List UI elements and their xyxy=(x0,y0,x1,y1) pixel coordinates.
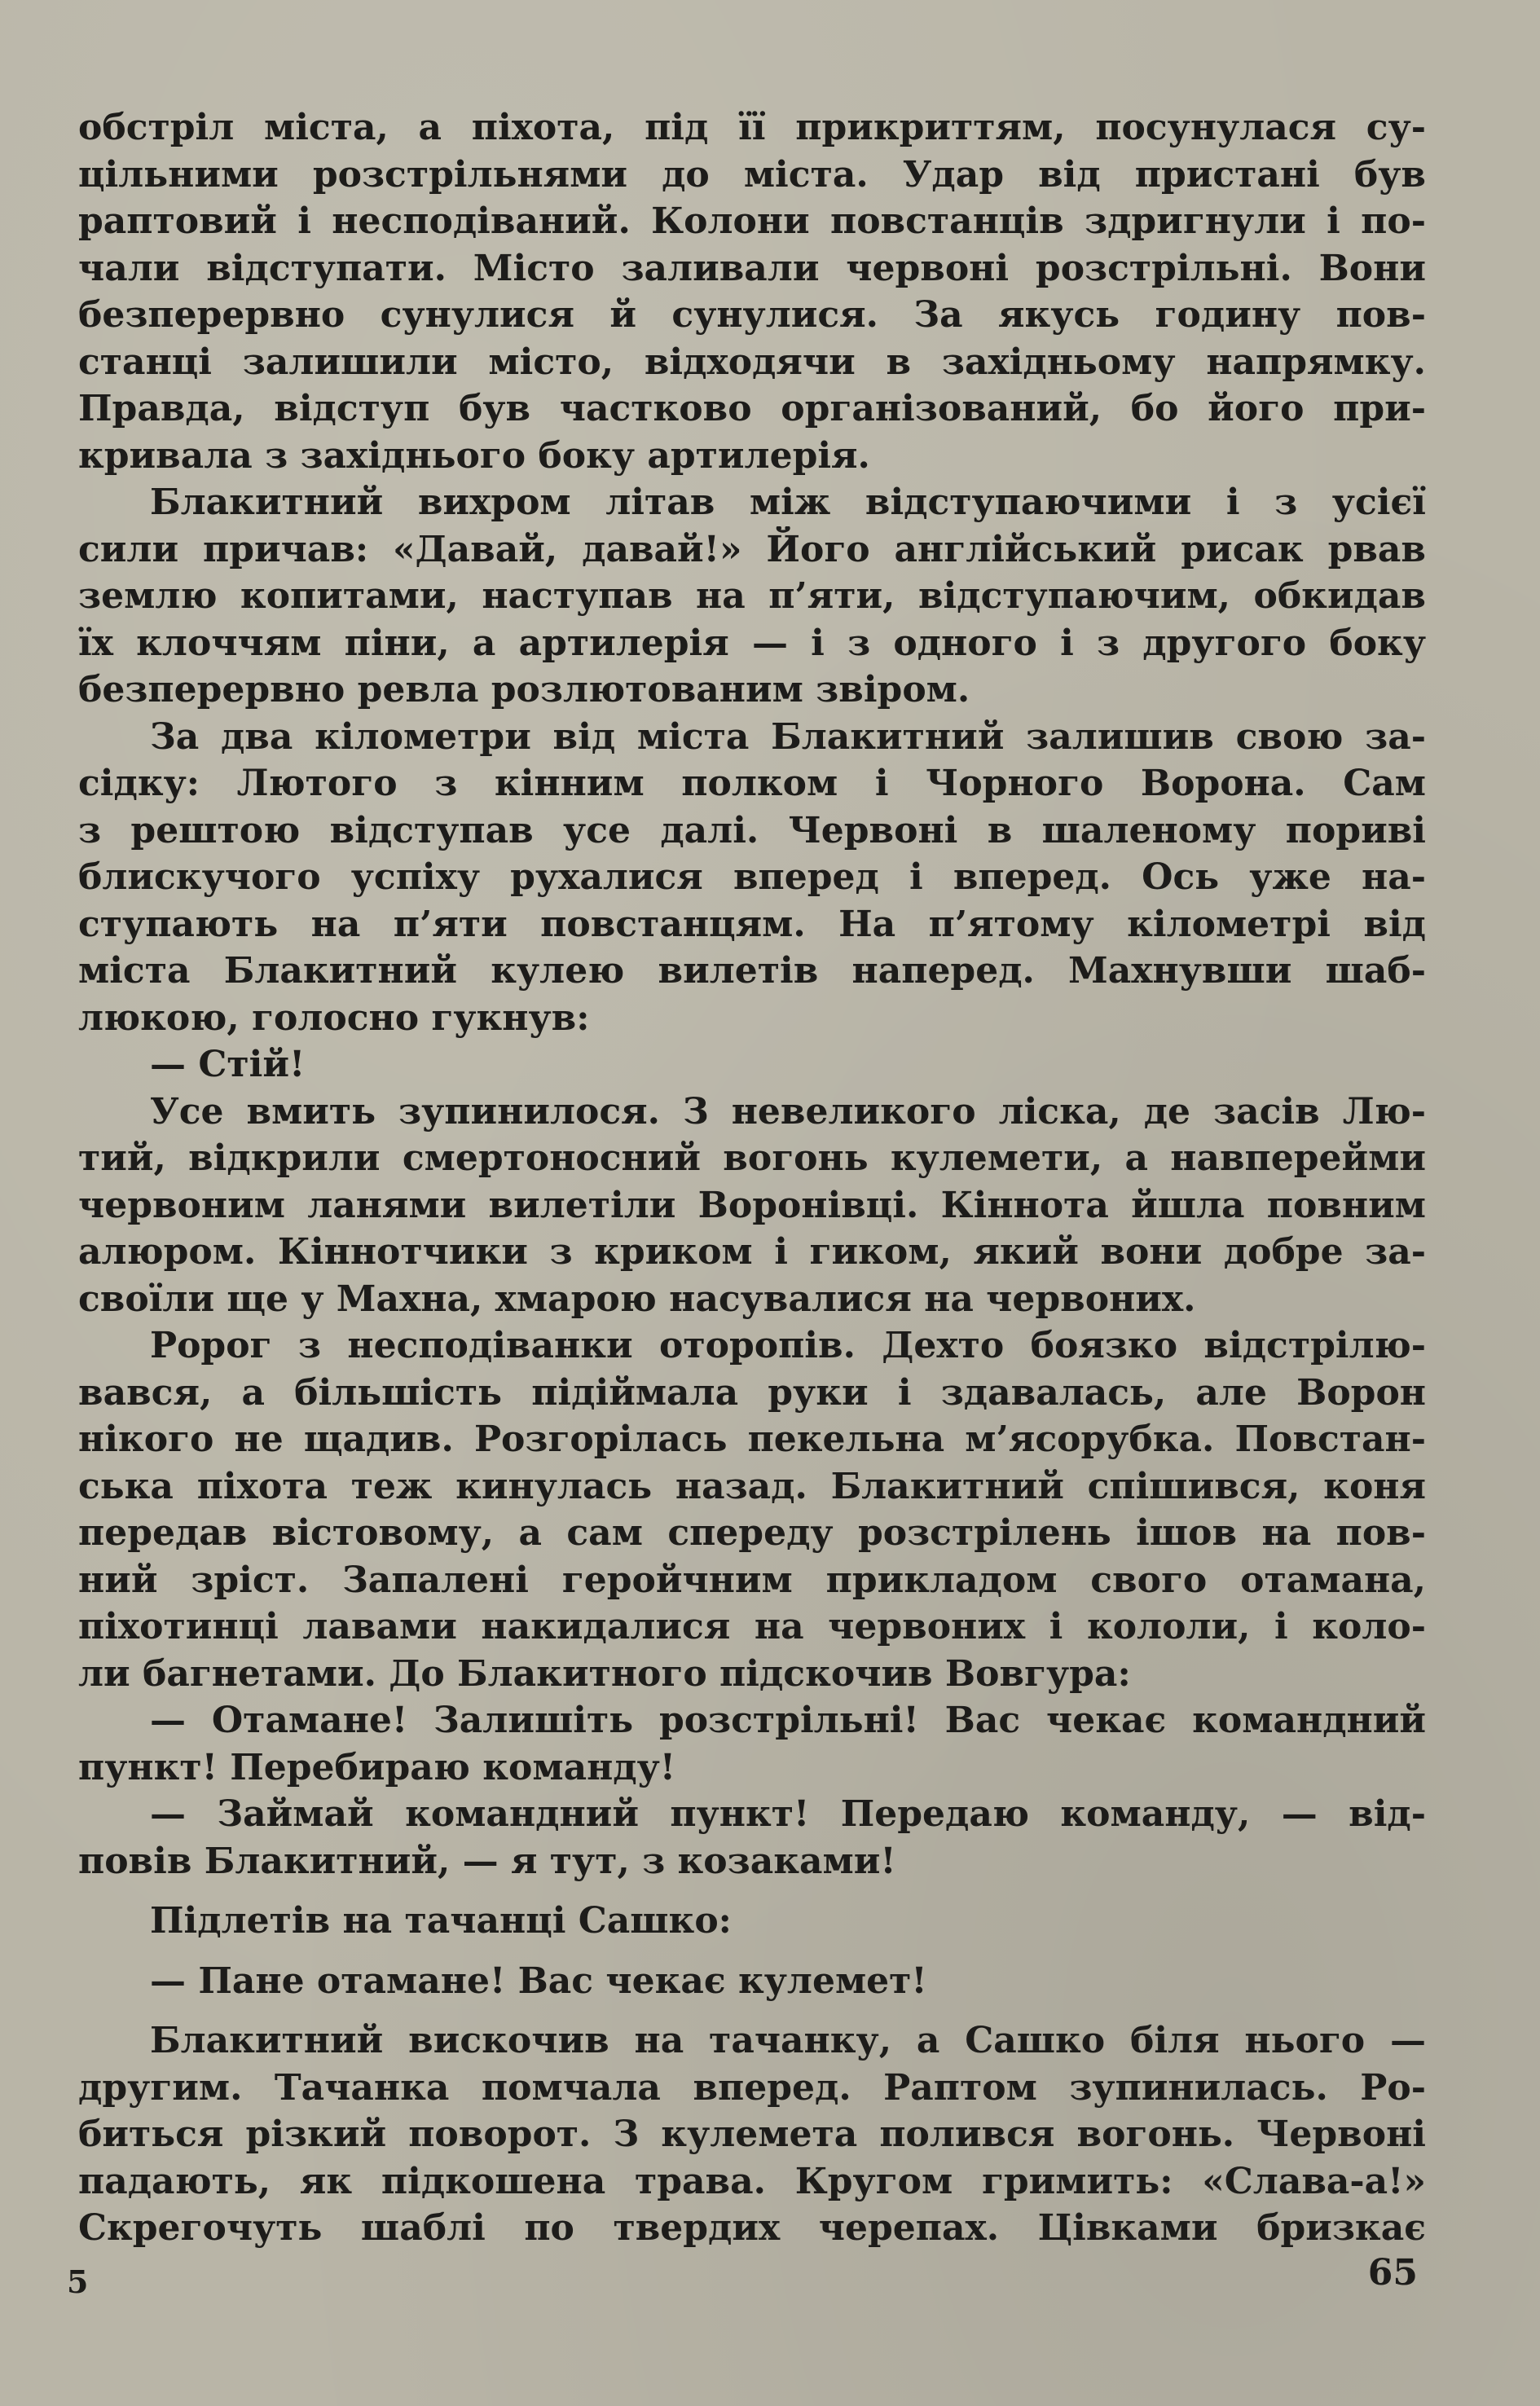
text-line: алюром. Кіннотчики з криком і гиком, який вони добре за- xyxy=(78,1231,1426,1273)
page-number: 65 xyxy=(1367,2252,1418,2294)
text-line: тий, відкрили смертоносний вогонь кулемети, а навперейми xyxy=(78,1137,1426,1179)
text-line: падають, як підкошена трава. Кругом гримить: «Слава-а!» xyxy=(78,2160,1426,2202)
text-line: землю копитами, наступав на п’яти, відступаючим, обкидав xyxy=(78,575,1426,617)
text-line: Підлетів на тачанці Сашко: xyxy=(150,1900,732,1942)
text-line: За два кілометри від міста Блакитний залишив свою за- xyxy=(150,715,1426,758)
text-line: пункт! Перебираю команду! xyxy=(78,1746,676,1788)
text-line: другим. Тачанка помчала вперед. Раптом зупинилась. Ро- xyxy=(78,2066,1426,2109)
text-line: станці залишили місто, відходячи в західньому напрямку. xyxy=(78,341,1426,383)
text-line: Блакитний вискочив на тачанку, а Сашко біля нього — xyxy=(150,2020,1426,2061)
text-line: міста Блакитний кулею вилетів наперед. Махнувши шаб- xyxy=(78,950,1426,992)
text-line: — Отамане! Залишіть розстрільні! Вас чекає командний xyxy=(150,1700,1426,1741)
text-line: кривала з західнього боку артилерія. xyxy=(78,434,870,477)
text-line: биться різкий поворот. З кулемета полився вогонь. Червоні xyxy=(78,2113,1426,2155)
text-line: нікого не щадив. Розгорілась пекельна м’ясорубка. Повстан- xyxy=(78,1419,1426,1460)
text-line: безперервно сунулися й сунулися. За якусь годину пов- xyxy=(78,294,1426,336)
text-line: — Стій! xyxy=(150,1044,306,1085)
text-line: ний зріст. Запалені геройчним прикладом свого отамана, xyxy=(78,1559,1426,1601)
text-line: ли багнетами. До Блакитного підскочив Вовгура: xyxy=(78,1652,1131,1695)
text-line: сідку: Лютого з кінним полком і Чорного Ворона. Сам xyxy=(78,763,1426,804)
text-line: повів Блакитний, — я тут, з козаками! xyxy=(78,1840,896,1882)
text-line: Правда, відступ був частково організований, бо його при- xyxy=(78,388,1426,429)
text-line: Блакитний вихром літав між відступаючими і з усієї xyxy=(150,482,1426,523)
text-line: з рештою відступав усе далі. Червоні в шаленому пориві xyxy=(78,809,1426,851)
text-line: передав вістовому, а сам спереду розстрілень ішов на пов- xyxy=(78,1512,1426,1554)
text-line: Ророг з несподіванки оторопів. Дехто боязко відстрілю- xyxy=(150,1325,1426,1366)
text-line: люкою, голосно гукнув: xyxy=(78,996,590,1039)
text-line: вався, а більшість підіймала руки і здавалась, але Ворон xyxy=(78,1371,1426,1414)
text-line: обстріл міста, а піхота, під її прикриттям, посунулася су- xyxy=(78,107,1426,148)
text-line: ступають на п’яти повстанцям. На п’ятому кілометрі від xyxy=(78,903,1426,945)
text-line: раптовий і несподіваний. Колони повстанців здригнули і по- xyxy=(78,200,1426,242)
text-line: ська піхота теж кинулась назад. Блакитний спішився, коня xyxy=(78,1465,1426,1507)
text-line: Скрегочуть шаблі по твердих черепах. Цівками бризкає xyxy=(78,2207,1426,2249)
text-line: піхотинці лавами накидалися на червоних і кололи, і коло- xyxy=(78,1606,1426,1647)
text-line: цільними розстрільнями до міста. Удар від пристані був xyxy=(78,153,1426,196)
text-line: їх клоччям піни, а артилерія — і з одного і з другого боку xyxy=(78,622,1426,664)
text-line: — Пане отамане! Вас чекає кулемет! xyxy=(150,1960,927,2002)
signature-mark: 5 xyxy=(67,2263,89,2300)
text-line: Усе вмить зупинилося. З невеликого ліска, де засів Лю- xyxy=(150,1090,1426,1133)
text-line: своїли ще у Махна, хмарою насувалися на червоних. xyxy=(78,1278,1196,1320)
text-block xyxy=(78,104,1426,2252)
text-line: чали відступати. Місто заливали червоні розстрільні. Вони xyxy=(78,247,1426,289)
text-line: блискучого успіху рухалися вперед і вперед. Ось уже на- xyxy=(78,856,1426,898)
text-line: червоним ланями вилетіли Воронівці. Кіннота йшла повним xyxy=(78,1184,1426,1226)
text-line: сили причав: «Давай, давай!» Його англійський рисак рвав xyxy=(78,528,1426,570)
text-line: — Займай командний пункт! Передаю команду, — від- xyxy=(150,1793,1426,1835)
text-line: безперервно ревла розлютованим звіром. xyxy=(78,669,970,710)
